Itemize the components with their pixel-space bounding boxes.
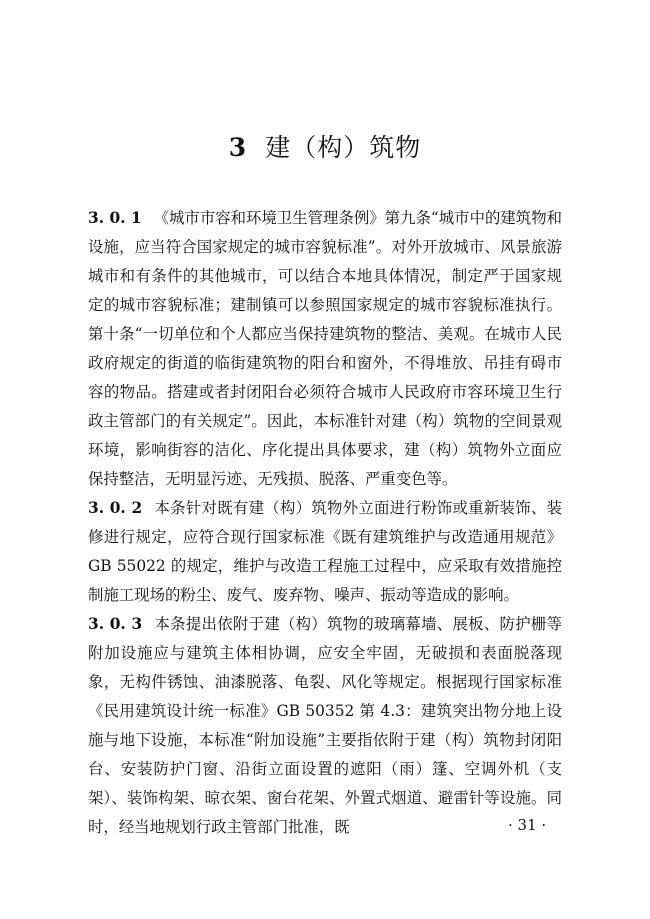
- clause-number: 3. 0. 2: [88, 499, 143, 517]
- clause-text: 《城市市容和环境卫生管理条例》第九条“城市中的建筑物和设施，应当符合国家规定的城市容貌标准”。对外开放城市、风景旅游城市和有条件的其他城市，可以结合本地具体情况，制定严于国家规定的城市容貌标准；建制镇可以参照国家规定的城市容貌标准执行。第十条“一切单位和个人都应当保持建筑物的整洁、美观。在城市人民政府规定的街道的临街建筑物的阳台和窗外，不得堆放、吊挂有碍市容的物品。搭建或者封闭阳台必须符合城市人民政府市容环境卫生行政主管部门的有关规定”。因此，本标准针对建（构）筑物的空间景观环境，影响街容的洁化、序化提出具体要求，建（构）筑物外立面应保持整洁，无明显污迹、无残损、脱落、严重变色等。: [88, 209, 562, 488]
- clause-text: 本条提出依附于建（构）筑物的玻璃幕墙、展板、防护栅等附加设施应与建筑主体相协调，应安全牢固，无破损和表面脱落现象，无构件锈蚀、油漆脱落、龟裂、风化等规定。根据现行国家标准《民用建筑设计统一标准》GB 50352 第 4.3：建筑突出物分地上设施与地下设施，本标准“附加设施”主要指依附于建（构）筑物封闭阳台、安装防护门窗、沿街立面设置的遮阳（雨）篷、空调外机（支架）、装饰构架、晾衣架、窗台花架、外置式烟道、避雷针等设施。同时，经当地规划行政主管部门批准，既: [88, 615, 562, 836]
- clause-3-0-2: [88, 494, 562, 610]
- chapter-number: 3: [228, 133, 248, 162]
- chapter-title-text: 建（构）筑物: [265, 133, 422, 162]
- chapter-heading: [0, 128, 650, 164]
- clauses-body: [88, 204, 562, 842]
- clause-number: 3. 0. 1: [88, 209, 142, 227]
- clause-text: 本条针对既有建（构）筑物外立面进行粉饰或重新装饰、装修进行规定，应符合现行国家标准《既有建筑维护与改造通用规范》GB 55022 的规定，维护与改造工程施工过程中，应采取有效措施控制施工现场的粉尘、废气、废弃物、噪声、振动等造成的影响。: [88, 499, 562, 604]
- clause-3-0-3: [88, 610, 562, 842]
- clause-number: 3. 0. 3: [88, 615, 143, 633]
- page-number: · 31 ·: [508, 816, 547, 834]
- clause-3-0-1: [88, 204, 562, 494]
